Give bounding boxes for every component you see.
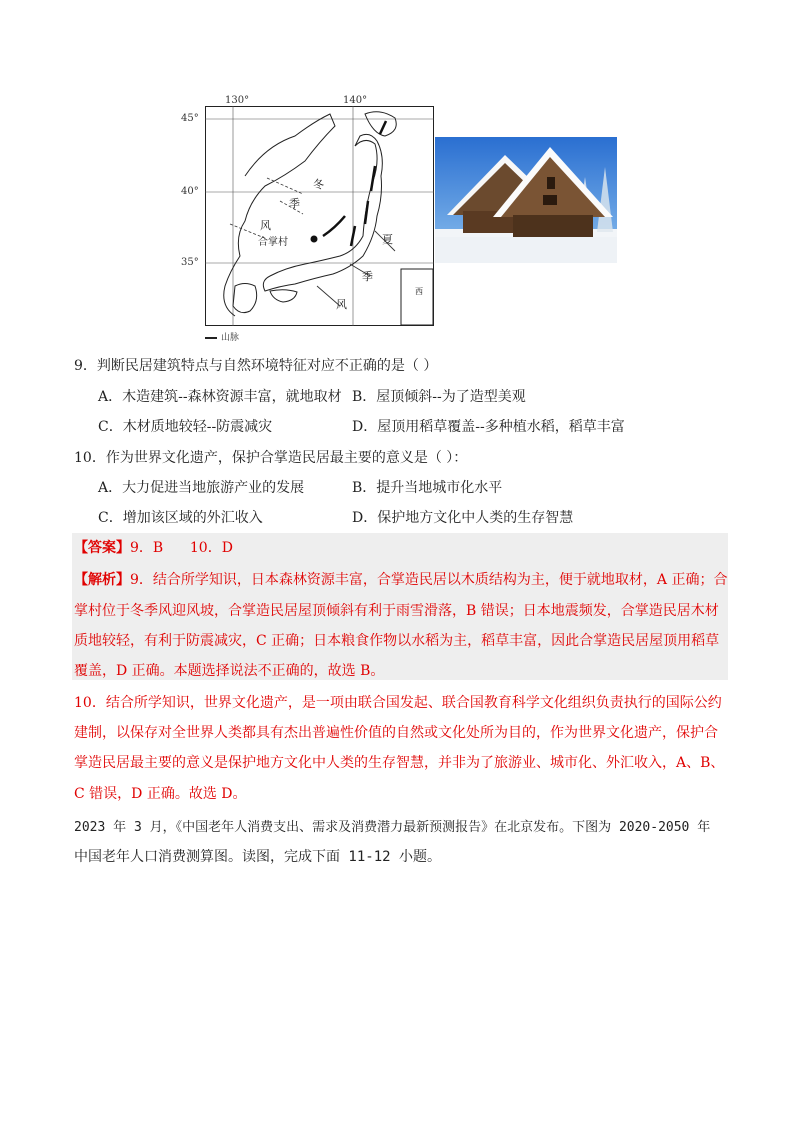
analysis-line-4: 覆盖，D 正确。本题选择说法不正确的，故选 B。 [74, 663, 385, 679]
option-letter: B． [352, 480, 377, 496]
japan-map [205, 106, 434, 326]
option-text: 大力促进当地旅游产业的发展 [122, 480, 305, 496]
winter-wind-char-3: 风 [260, 219, 271, 232]
analysis-q10-line-3: 掌造民居最主要的意义是保护地方文化中人类的生存智慧，并非为了旅游业、城市化、外汇收入，A、B、 [74, 755, 725, 771]
question-number: 9． [74, 358, 97, 374]
lon-label-140: 140° [343, 95, 368, 106]
option-text: 屋顶用稻草覆盖--多种植水稻，稻草丰富 [377, 419, 625, 435]
mountain-legend-icon [205, 337, 217, 339]
q10-option-d[interactable] [352, 508, 573, 528]
analysis-tag: 【解析】 [74, 572, 130, 588]
option-text: 木材质地较轻--防震减灾 [122, 419, 273, 435]
question-number: 10． [74, 450, 106, 466]
q10-option-b[interactable] [352, 478, 502, 498]
option-text: 保护地方文化中人类的生存智慧 [377, 510, 574, 526]
option-text: 提升当地城市化水平 [376, 480, 503, 496]
option-text: 屋顶倾斜--为了造型美观 [376, 389, 526, 405]
analysis-line-2: 掌村位于冬季风迎风坡，合掌造民居屋顶倾斜有利于雨雪滑落，B 错误；日本地震频发，合掌造民居木材 [74, 603, 719, 619]
gassho-house-illustration [435, 137, 617, 263]
q9-option-c[interactable] [98, 417, 272, 437]
q10-option-a[interactable] [98, 478, 304, 498]
summer-wind-char-3: 风 [336, 298, 347, 311]
question-9 [74, 356, 437, 376]
option-letter: C． [98, 419, 123, 435]
answer-line [74, 538, 233, 558]
analysis-q10-line-1: 10．结合所学知识，世界文化遗产，是一项由联合国发起、联合国教育科学文化组织负责执行的国际公约 [74, 695, 722, 711]
q9-option-d[interactable] [352, 417, 625, 437]
option-letter: A． [98, 480, 123, 496]
summer-wind-char-2: 季 [362, 270, 373, 283]
analysis-q10-line-2: 建制，以保存对全世界人类都具有杰出普遍性价值的自然或文化处所为目的，作为世界文化遗产，保护合 [74, 725, 718, 741]
lat-label-40: 40° [181, 186, 199, 197]
inset-label: 西 [415, 287, 423, 296]
option-letter: A． [98, 389, 123, 405]
question-text: 判断民居建筑特点与自然环境特征对应不正确的是（ ） [96, 358, 438, 374]
option-letter: B． [352, 389, 377, 405]
answer-tag: 【答案】 [74, 540, 130, 556]
analysis-line-3: 质地较轻，有利于防震减灾，C 正确；日本粮食作物以水稻为主，稻草丰富，因此合掌造民居屋顶用稻草 [74, 633, 720, 649]
question-text: 作为世界文化遗产，保护合掌造民居最主要的意义是（ ）： [105, 450, 468, 466]
q10-option-c[interactable] [98, 508, 263, 528]
q9-option-b[interactable] [352, 387, 526, 407]
q9-option-a[interactable] [98, 387, 342, 407]
question-10 [74, 448, 467, 468]
intro-line-1: 2023 年 3 月，《中国老年人消费支出、需求及消费潜力最新预测报告》在北京发布。下图为 2020-2050 年 [74, 820, 711, 835]
option-letter: D． [352, 510, 378, 526]
analysis-line-1 [74, 569, 727, 589]
analysis-text: 9．结合所学知识，日本森林资源丰富，合掌造民居以木质结构为主，便于就地取材，A 正确；合 [130, 572, 728, 588]
intro-line-2: 中国老年人口消费测算图。读图，完成下面 11-12 小题。 [74, 849, 441, 865]
map-legend [205, 330, 239, 343]
lat-label-35: 35° [181, 257, 199, 268]
analysis-q10-line-4: C 错误，D 正确。故选 D。 [74, 786, 247, 802]
lon-label-130: 130° [225, 95, 250, 106]
legend-label: 山脉 [221, 333, 240, 343]
option-letter: D． [352, 419, 378, 435]
option-text: 木造建筑--森林资源丰富，就地取材 [122, 389, 342, 405]
answer-text: 9．B 10．D [130, 540, 233, 556]
lat-label-45: 45° [181, 113, 199, 124]
gassho-house-photo [435, 137, 617, 263]
village-label: 合掌村 [258, 237, 288, 248]
japan-map-svg [205, 106, 434, 326]
winter-wind-char-1: 冬 [313, 178, 324, 191]
option-letter: C． [98, 510, 123, 526]
village-dot [311, 236, 318, 243]
summer-wind-char-1: 夏 [382, 233, 393, 246]
option-text: 增加该区域的外汇收入 [122, 510, 263, 526]
winter-wind-char-2: 季 [289, 197, 300, 210]
